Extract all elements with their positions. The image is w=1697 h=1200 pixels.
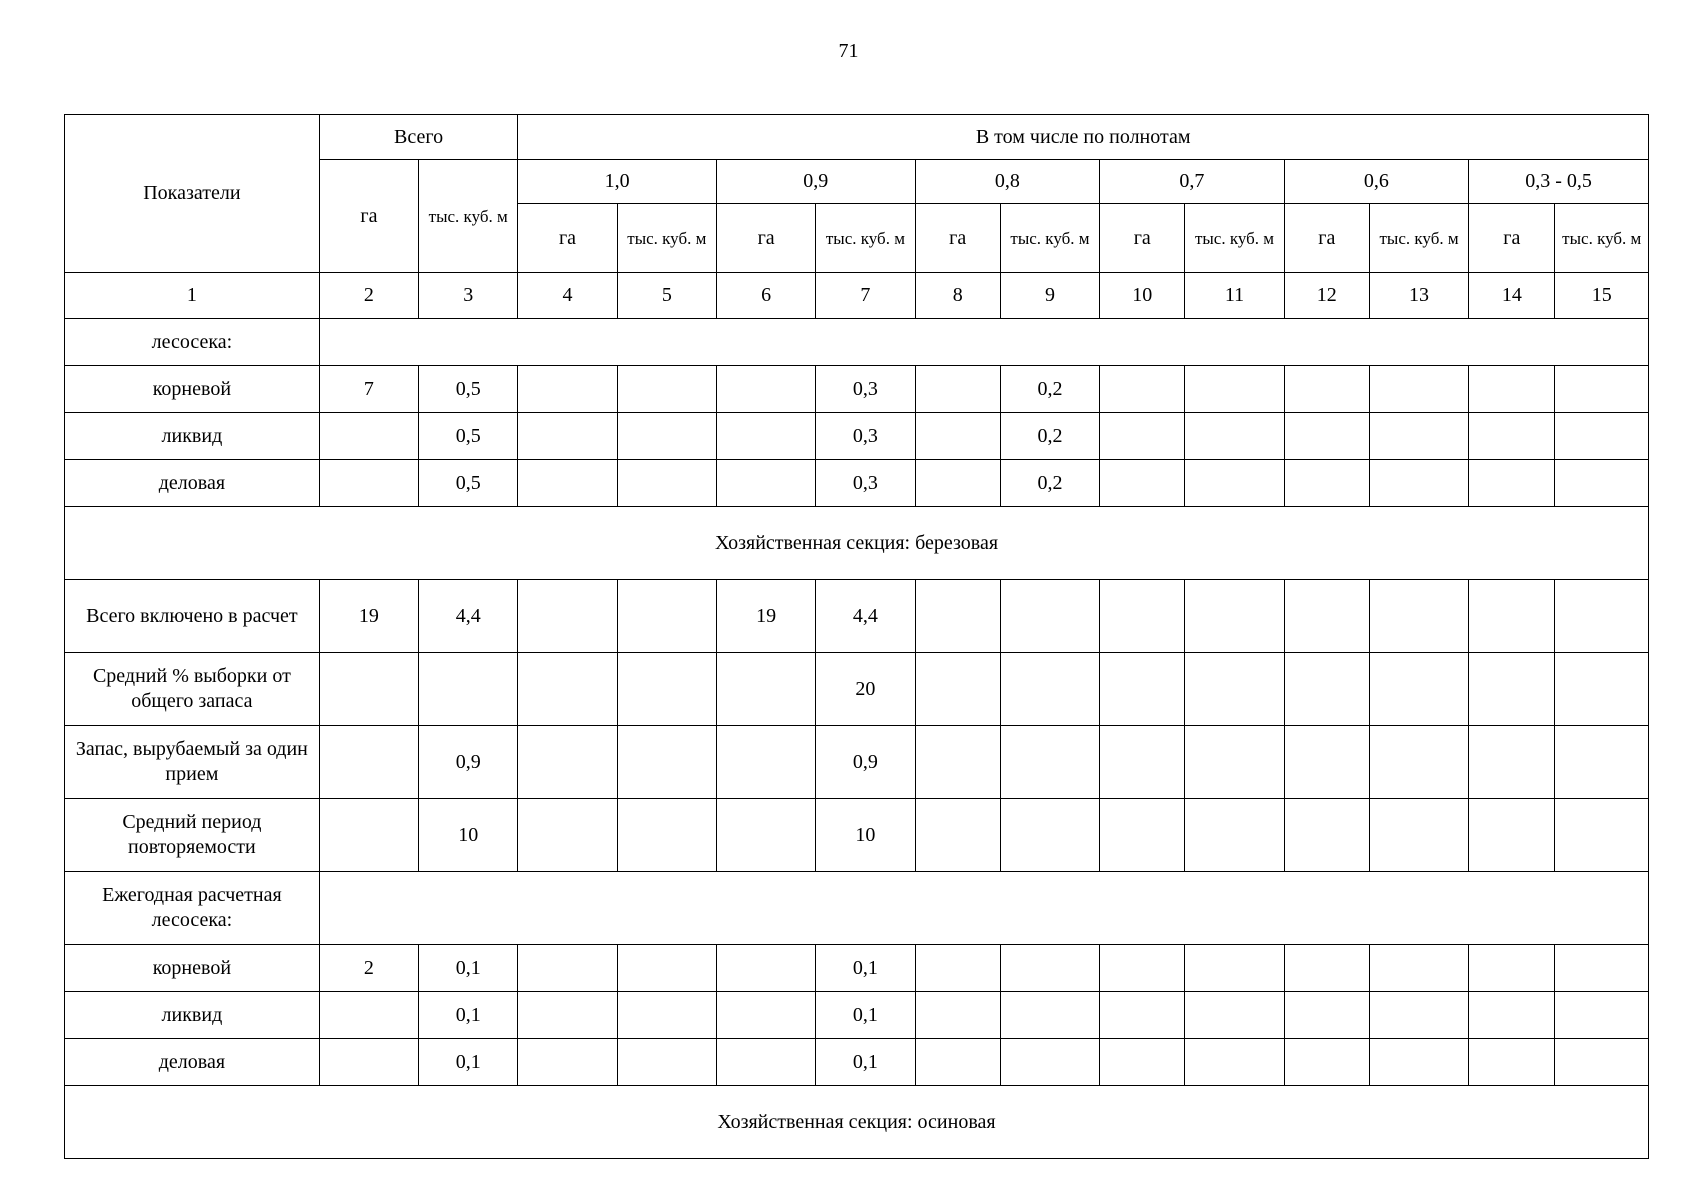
table-cell [1469, 726, 1555, 799]
column-number: 1 [65, 273, 320, 319]
column-number: 9 [1000, 273, 1099, 319]
table-cell: 0,5 [419, 413, 518, 460]
header-unit-vol: тыс. куб. м [1555, 204, 1649, 273]
table-cell [1284, 653, 1369, 726]
row-label: Всего включено в расчет [65, 580, 320, 653]
table-cell: 0,5 [419, 460, 518, 507]
table-cell [617, 1039, 716, 1086]
table-cell [1369, 799, 1468, 872]
table-cell [1100, 992, 1185, 1039]
table-cell: 10 [816, 799, 915, 872]
row-label: корневой [65, 366, 320, 413]
table-cell [716, 945, 815, 992]
table-cell [1100, 653, 1185, 726]
table-cell [617, 945, 716, 992]
table-cell [1369, 1039, 1468, 1086]
table-cell [1469, 992, 1555, 1039]
header-density: 0,3 - 0,5 [1469, 160, 1649, 204]
table-body [65, 319, 1649, 1159]
table-cell: 4,4 [419, 580, 518, 653]
column-number: 6 [716, 273, 815, 319]
page-number: 71 [838, 40, 859, 62]
table-cell [1100, 580, 1185, 653]
column-number: 14 [1469, 273, 1555, 319]
table-cell [617, 366, 716, 413]
table-cell: 0,2 [1000, 413, 1099, 460]
table-cell [915, 413, 1000, 460]
table-cell [1000, 1039, 1099, 1086]
table-cell [1185, 799, 1284, 872]
table-row [65, 1039, 1649, 1086]
table-cell [518, 945, 617, 992]
column-number: 12 [1284, 273, 1369, 319]
row-label: деловая [65, 1039, 320, 1086]
table-cell [1555, 366, 1649, 413]
table-cell [1100, 413, 1185, 460]
table-cell [518, 799, 617, 872]
column-number: 3 [419, 273, 518, 319]
table-cell [1469, 460, 1555, 507]
table-cell [1100, 726, 1185, 799]
table-cell [1555, 653, 1649, 726]
table-row [65, 366, 1649, 413]
table-cell [1469, 945, 1555, 992]
table-cell [319, 460, 418, 507]
table-row [65, 799, 1649, 872]
table-cell [716, 413, 815, 460]
row-label: корневой [65, 945, 320, 992]
header-unit-vol: тыс. куб. м [617, 204, 716, 273]
table-cell [1555, 580, 1649, 653]
table-cell [617, 726, 716, 799]
table-cell: 0,2 [1000, 460, 1099, 507]
table-cell [1369, 366, 1468, 413]
table-cell [518, 413, 617, 460]
section-title: Хозяйственная секция: осиновая [65, 1086, 1649, 1159]
header-unit-vol: тыс. куб. м [1369, 204, 1468, 273]
table-cell [617, 460, 716, 507]
forest-table [64, 114, 1649, 1159]
row-label: лесосека: [65, 319, 320, 366]
table-cell [1000, 992, 1099, 1039]
table-cell [518, 653, 617, 726]
section-row [65, 1086, 1649, 1159]
table-cell: 19 [319, 580, 418, 653]
table-cell: 0,1 [816, 1039, 915, 1086]
table-cell [1555, 799, 1649, 872]
table-cell [1284, 460, 1369, 507]
table-cell [1469, 799, 1555, 872]
table-cell: 0,3 [816, 460, 915, 507]
table-cell [518, 460, 617, 507]
table-cell [1100, 460, 1185, 507]
header-unit-ha: га [716, 204, 815, 273]
table-cell [518, 1039, 617, 1086]
table-cell: 0,1 [419, 945, 518, 992]
table-cell: 7 [319, 366, 418, 413]
table-cell [319, 653, 418, 726]
table-row [65, 726, 1649, 799]
table-cell [915, 945, 1000, 992]
table-cell [915, 580, 1000, 653]
table-cell [617, 653, 716, 726]
header-total: Всего [319, 115, 518, 160]
table-cell [716, 992, 815, 1039]
row-label: Средний период повторяемости [65, 799, 320, 872]
table-cell [617, 799, 716, 872]
row-label: деловая [65, 460, 320, 507]
table-cell [1469, 580, 1555, 653]
header-density: 0,7 [1100, 160, 1285, 204]
table-cell [1284, 992, 1369, 1039]
table-cell: 0,9 [419, 726, 518, 799]
table-cell [915, 799, 1000, 872]
empty-span-cell [319, 872, 1648, 945]
table-cell [518, 992, 617, 1039]
table-cell [1100, 799, 1185, 872]
table-cell [915, 726, 1000, 799]
row-label: Ежегодная расчетная лесосека: [65, 872, 320, 945]
table-cell [915, 1039, 1000, 1086]
table-cell [915, 460, 1000, 507]
table-cell [716, 653, 815, 726]
table-cell [1369, 653, 1468, 726]
column-number: 5 [617, 273, 716, 319]
table-row [65, 413, 1649, 460]
table-cell [1185, 992, 1284, 1039]
group-label-row [65, 319, 1649, 366]
table-cell [1284, 1039, 1369, 1086]
header-unit-vol: тыс. куб. м [1000, 204, 1099, 273]
table-row [65, 580, 1649, 653]
table-cell [1185, 726, 1284, 799]
table-cell [1185, 580, 1284, 653]
table-cell [1185, 366, 1284, 413]
header-density: 0,6 [1284, 160, 1469, 204]
column-number: 8 [915, 273, 1000, 319]
table-row [65, 992, 1649, 1039]
row-label: ликвид [65, 992, 320, 1039]
column-number: 4 [518, 273, 617, 319]
table-cell [617, 413, 716, 460]
table-cell [1000, 653, 1099, 726]
table-cell [1555, 726, 1649, 799]
table-cell [1469, 413, 1555, 460]
table-cell [1000, 799, 1099, 872]
table-cell [915, 992, 1000, 1039]
table-cell [716, 1039, 815, 1086]
table-cell [518, 580, 617, 653]
table-cell: 0,1 [816, 945, 915, 992]
table-cell: 0,3 [816, 413, 915, 460]
table-cell [1000, 726, 1099, 799]
table-cell [915, 653, 1000, 726]
table-cell [1100, 1039, 1185, 1086]
table-cell [716, 799, 815, 872]
table-cell [1555, 413, 1649, 460]
table-row [65, 460, 1649, 507]
table-cell [716, 366, 815, 413]
table-cell [1284, 945, 1369, 992]
header-density: 0,8 [915, 160, 1100, 204]
row-label: Запас, вырубаемый за один прием [65, 726, 320, 799]
table-cell [319, 1039, 418, 1086]
table-cell [1469, 366, 1555, 413]
table-cell [1185, 460, 1284, 507]
table-cell [1555, 945, 1649, 992]
header-total-vol: тыс. куб. м [419, 160, 518, 273]
table-cell: 0,9 [816, 726, 915, 799]
column-number: 2 [319, 273, 418, 319]
table-cell [1185, 413, 1284, 460]
table-cell [1284, 726, 1369, 799]
column-number-row [65, 273, 1649, 319]
table-cell [915, 366, 1000, 413]
table-cell [1100, 945, 1185, 992]
column-number: 13 [1369, 273, 1468, 319]
table-cell: 0,1 [419, 992, 518, 1039]
header-unit-ha: га [518, 204, 617, 273]
table-cell [716, 726, 815, 799]
row-label: ликвид [65, 413, 320, 460]
table-cell [518, 726, 617, 799]
table-cell [1555, 1039, 1649, 1086]
column-number: 11 [1185, 273, 1284, 319]
table-cell [1369, 460, 1468, 507]
header-unit-vol: тыс. куб. м [816, 204, 915, 273]
table-cell [1369, 945, 1468, 992]
table-cell [1369, 413, 1468, 460]
table-cell: 10 [419, 799, 518, 872]
table-cell: 0,1 [419, 1039, 518, 1086]
table-cell [1185, 1039, 1284, 1086]
header-unit-vol: тыс. куб. м [1185, 204, 1284, 273]
table-row [65, 653, 1649, 726]
table-cell [1284, 366, 1369, 413]
table-cell [1369, 992, 1468, 1039]
table-cell [1000, 580, 1099, 653]
header-unit-ha: га [1284, 204, 1369, 273]
table-cell [319, 413, 418, 460]
table-cell [716, 460, 815, 507]
header-density: 1,0 [518, 160, 717, 204]
table-cell [1284, 799, 1369, 872]
table-header [65, 115, 1649, 319]
table-cell: 0,1 [816, 992, 915, 1039]
table-cell [1555, 460, 1649, 507]
table-cell: 2 [319, 945, 418, 992]
header-indicators: Показатели [65, 115, 320, 273]
table-cell [1284, 413, 1369, 460]
header-unit-ha: га [915, 204, 1000, 273]
header-density: 0,9 [716, 160, 915, 204]
header-total-ha: га [319, 160, 418, 273]
table-cell: 4,4 [816, 580, 915, 653]
table-row [65, 945, 1649, 992]
table-cell [419, 653, 518, 726]
table-cell: 0,5 [419, 366, 518, 413]
table-cell [319, 799, 418, 872]
table-cell [1185, 653, 1284, 726]
header-unit-ha: га [1100, 204, 1185, 273]
table-cell: 20 [816, 653, 915, 726]
table-cell [617, 992, 716, 1039]
column-number: 10 [1100, 273, 1185, 319]
header-unit-ha: га [1469, 204, 1555, 273]
table-cell [617, 580, 716, 653]
table-cell [1469, 1039, 1555, 1086]
table-cell [1000, 945, 1099, 992]
table-cell [1185, 945, 1284, 992]
section-row [65, 507, 1649, 580]
table-cell [1100, 366, 1185, 413]
table-cell [1555, 992, 1649, 1039]
header-by-density: В том числе по полнотам [518, 115, 1649, 160]
table-cell [1284, 580, 1369, 653]
table-cell: 0,2 [1000, 366, 1099, 413]
column-number: 15 [1555, 273, 1649, 319]
empty-span-cell [319, 319, 1648, 366]
table-cell [1369, 726, 1468, 799]
table-cell [1469, 653, 1555, 726]
table-cell: 19 [716, 580, 815, 653]
row-label: Средний % выборки от общего запаса [65, 653, 320, 726]
table-cell [319, 726, 418, 799]
section-title: Хозяйственная секция: березовая [65, 507, 1649, 580]
group-label-row [65, 872, 1649, 945]
table-cell [319, 992, 418, 1039]
table-cell [1369, 580, 1468, 653]
table-cell [518, 366, 617, 413]
table-cell: 0,3 [816, 366, 915, 413]
column-number: 7 [816, 273, 915, 319]
